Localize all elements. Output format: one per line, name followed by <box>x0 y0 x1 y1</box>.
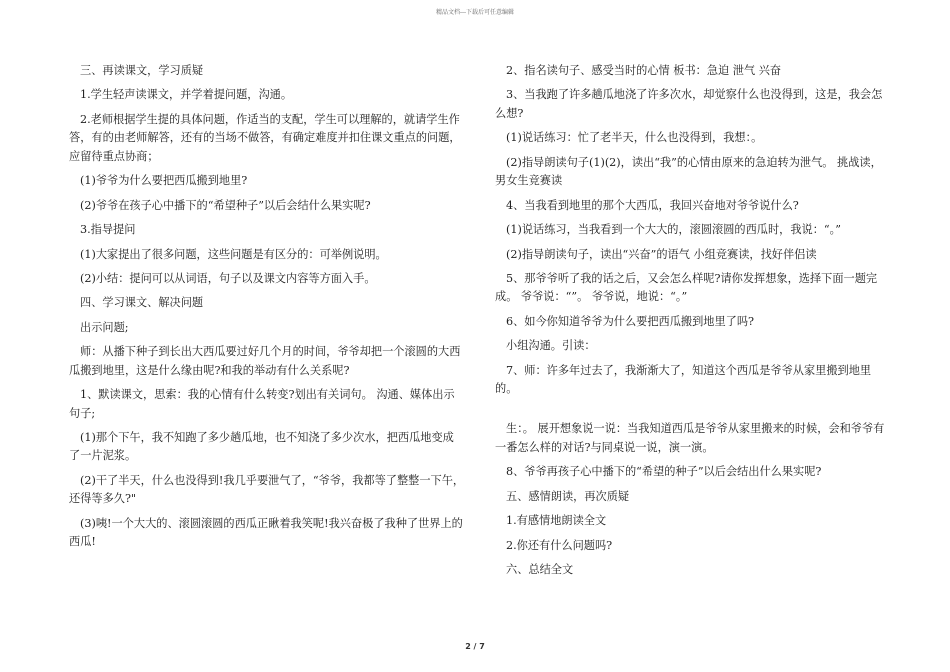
paragraph: 2、指名读句子、感受当时的心情 板书：急迫 泄气 兴奋 <box>506 64 782 77</box>
paragraph: 生：。 展开想象说一说：当我知道西瓜是爷爷从家里搬来的时候，会和爷爷有一番怎么样的对话?与同桌说一说，演一演。 <box>495 422 885 454</box>
paragraph: 3.指导提问 <box>80 223 136 237</box>
paragraph: (2)指导朗读句子，读出“兴奋”的语气 小组竞赛读，找好伴侣读 <box>506 247 817 261</box>
left-column <box>69 62 465 557</box>
paragraph: 出示问题; <box>80 320 129 334</box>
paragraph: 2.老师根据学生提的具体问题，作适当的支配，学生可以理解的，就请学生作答，有的由老师解答，还有的当场不做答，有确定难度并扣住课文重点的问题，应留待重点协商； <box>69 112 461 163</box>
paragraph: (1)大家提出了很多问题，这些问题是有区分的：可举例说明。 <box>80 247 387 261</box>
paragraph: (1)那个下午，我不知跑了多少趟瓜地，也不知浇了多少次水，把西瓜地变成了一片泥浆。 <box>69 431 454 463</box>
right-column <box>495 62 890 586</box>
paragraph: (1)说话练习，当我看到一个大大的，滚圆滚圆的西瓜时，我说：“。” <box>506 223 841 237</box>
paragraph: 5、那爷爷听了我的话之后，又会怎么样呢?请你发挥想象，选择下面一题完成。 爷爷说：“”。 爷爷说，地说：“。” <box>495 271 878 304</box>
paragraph: (2)小结：提问可以从词语，句子以及课文内容等方面入手。 <box>80 271 376 285</box>
paragraph: 2.你还有什么问题吗? <box>506 538 613 552</box>
paragraph: (1)爷爷为什么要把西瓜搬到地里? <box>80 174 248 188</box>
paragraph: 8、爷爷再孩子心中播下的“希望的种子”以后会结出什么果实呢? <box>506 465 822 479</box>
paragraph: (2)干了半天，什么也没得到!我几乎要泄气了，“爷爷，我都等了整整一下午，还得等多久?" <box>69 473 465 506</box>
paragraph: (2)爷爷在孩子心中播下的“希望种子”以后会结什么果实呢? <box>80 198 371 212</box>
paragraph: (1)说话练习：忙了老半天，什么也没得到，我想：。 <box>506 131 763 145</box>
section-heading: 五、感情朗读，再次质疑 <box>506 489 630 503</box>
paragraph: 师：从播下种子到长出大西瓜要过好几个月的时间，爷爷却把一个滚圆的大西瓜搬到地里，这是什么缘由呢?和我的举动有什么关系呢? <box>69 345 461 377</box>
paragraph: 1、默读课文，思索：我的心情有什么转变?划出有关词句。 沟通、媒体出示句子; <box>69 388 455 420</box>
paragraph: (2)指导朗读句子(1)(2)，读出“我”的心情由原来的急迫转为泄气。 挑战读，男女生竞赛读 <box>495 155 882 188</box>
section-heading: 四、学习课文、解决问题 <box>80 296 204 310</box>
page-number: 2 / 7 <box>465 642 485 651</box>
section-heading: 六、总结全文 <box>506 563 574 577</box>
paragraph: 7、师：许多年过去了，我渐渐大了，知道这个西瓜是爷爷从家里搬到地里的。 <box>495 363 872 396</box>
paragraph: (3)咦!一个大大的、滚圆滚圆的西瓜正瞅着我笑呢!我兴奋极了我种了世界上的西瓜! <box>69 516 463 548</box>
paragraph: 3、当我跑了许多趟瓜地浇了许多次水，却觉察什么也没得到，这是，我会怎么想? <box>495 88 883 120</box>
paragraph: 4、当我看到地里的那个大西瓜，我回兴奋地对爷爷说什么? <box>506 198 799 212</box>
paragraph: 小组沟通。引读： <box>506 339 596 353</box>
paragraph: 1.有感情地朗读全文 <box>506 514 607 528</box>
section-heading: 三、再读课文，学习质疑 <box>80 64 204 77</box>
paragraph: 1.学生轻声读课文，并学着提问题，沟通。 <box>80 88 293 102</box>
paragraph: 6、如今你知道爷爷为什么要把西瓜搬到地里了吗? <box>506 314 755 328</box>
page-header: 精品文档---下载后可任意编辑 <box>435 9 515 16</box>
